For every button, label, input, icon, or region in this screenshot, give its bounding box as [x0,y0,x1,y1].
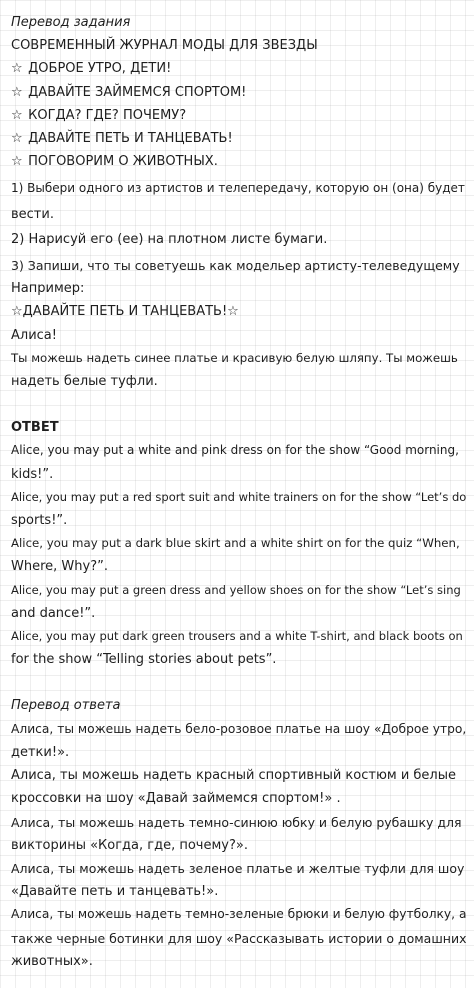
step-1-continued: вести. [11,206,54,222]
section-spacer [11,393,466,416]
step-2: 2) Нарисуй его (ее) на плотном листе бумаги. [11,231,328,247]
answer-translation-section [11,694,466,972]
star-icon: ☆ [11,154,23,170]
magazine-title: СОВРЕМЕННЫЙ ЖУРНАЛ МОДЫ ДЛЯ ЗВЕЗДЫ [11,38,318,54]
answer-line: Alice, you may put a red sport suit and white trainers on for the show “Let’s do [11,489,467,504]
answer-translation-heading: Перевод ответа [11,698,121,714]
answer-line: Alice, you may put a green dress and yellow shoes on for the show “Let’s sing [11,582,461,597]
show-item: ☆ ДАВАЙТЕ ПЕТЬ И ТАНЦЕВАТЬ! [11,127,466,150]
translation-line: Алиса, ты можешь надеть бело-розовое платье на шоу «Доброе утро, [11,721,467,736]
answer-line: Alice, you may put dark green trousers and a white T-shirt, and black boots on [11,629,463,644]
translation-line: Алиса, ты можешь надеть темно-синюю юбку и белую рубашку для [11,814,462,830]
show-item: ☆ КОГДА? ГДЕ? ПОЧЕМУ? [11,104,466,127]
answer-line: for the show “Telling stories about pets”. [11,652,277,668]
example-label: Например: [11,281,85,297]
star-icon: ☆ [11,61,23,77]
answer-line: Where, Why?”. [11,559,108,575]
answer-section [11,416,466,671]
show-item: ☆ ДОБРОЕ УТРО, ДЕТИ! [11,57,466,80]
answer-line: Alice, you may put a white and pink dress on for the show “Good morning, [11,443,459,458]
answer-line: kids!”. [11,466,54,482]
translation-line: Алиса, ты можешь надеть зеленое платье и желтые туфли для шоу [11,860,465,876]
translation-line: также черные ботинки для шоу «Рассказывать истории о домашних [11,930,467,946]
task-translation-section [11,11,466,393]
translation-line: «Давайте петь и танцевать!». [11,884,219,900]
star-icon: ☆ [11,131,23,147]
show-item: ☆ ПОГОВОРИМ О ЖИВОТНЫХ. [11,150,466,173]
translation-line: викторины «Когда, где, почему?». [11,837,248,853]
answer-heading: ОТВЕТ [11,420,59,436]
translation-line: животных». [11,953,93,969]
show-item: ☆ ДАВАЙТЕ ЗАЙМЕМСЯ СПОРТОМ! [11,81,466,104]
star-icon: ☆ [11,107,23,123]
star-icon: ☆ [11,84,23,100]
translation-line: Алиса, ты можешь надеть темно-зеленые брюки и белую футболку, а [11,907,467,922]
answer-line: Alice, you may put a dark blue skirt and a white shirt on for the quiz “When, [11,536,460,551]
translation-line: Алиса, ты можешь надеть красный спортивный костюм и белые [11,768,456,784]
answer-line: sports!”. [11,513,68,529]
task-translation-heading: Перевод задания [11,15,131,30]
step-1: 1) Выбери одного из артистов и телепередачу, которую он (она) будет [11,181,465,196]
example-text: Ты можешь надеть синее платье и красивую белую шляпу. Ты можешь [11,350,458,365]
section-spacer [11,671,466,694]
translation-line: детки!». [11,744,70,760]
example-title: ☆ДАВАЙТЕ ПЕТЬ И ТАНЦЕВАТЬ!☆ [11,304,239,320]
translation-line: кроссовки на шоу «Давай займемся спортом!» . [11,791,341,807]
answer-line: and dance!”. [11,605,96,621]
step-3: 3) Запиши, что ты советуешь как модельер артисту-телеведущему [11,258,460,274]
example-text-continued: надеть белые туфли. [11,374,158,390]
example-name: Алиса! [11,327,57,343]
